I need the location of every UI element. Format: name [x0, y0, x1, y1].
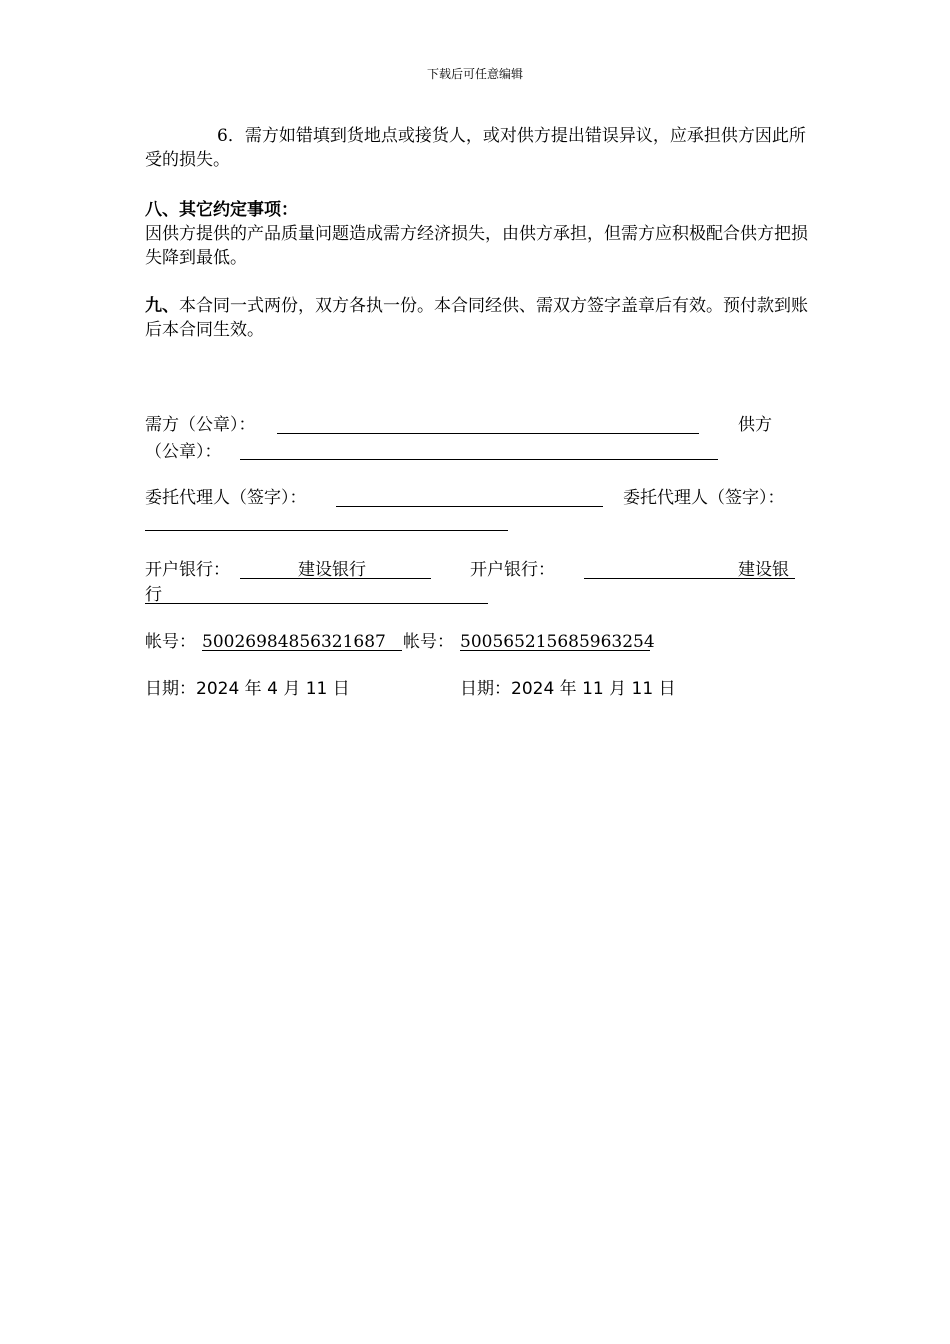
section-9-number: 九、 — [145, 296, 179, 316]
supplier-date-month-unit: 月 — [609, 679, 627, 699]
buyer-bank-label: 开户银行： — [145, 560, 230, 580]
section-8-body: 因供方提供的产品质量问题造成需方经济损失，由供方承担，但需方应积极配合供方把损失降到最低。 — [145, 224, 808, 268]
supplier-account-value: 500565215685963254 — [460, 632, 655, 652]
supplier-date — [460, 677, 676, 701]
buyer-account-label: 帐号： — [145, 632, 196, 652]
buyer-agent-line — [336, 506, 603, 507]
supplier-bank-value-1: 建设银 — [738, 560, 789, 580]
supplier-seal-label-1: 供方 — [738, 415, 772, 435]
supplier-date-year-unit: 年 — [559, 679, 577, 699]
supplier-agent-line — [145, 530, 508, 531]
buyer-seal-line — [277, 433, 699, 434]
supplier-seal-label-2: （公章）： — [145, 442, 222, 462]
clause-6-text: 6．需方如错填到货地点或接货人，或对供方提出错误异议，应承担供方因此所受的损失。 — [145, 126, 806, 170]
supplier-date-day-unit: 日 — [658, 679, 676, 699]
buyer-seal-label: 需方（公章）： — [145, 415, 256, 435]
buyer-account-line — [202, 650, 402, 651]
buyer-date-day-unit: 日 — [332, 679, 350, 699]
page-header-note: 下载后可任意编辑 — [426, 67, 523, 81]
buyer-date-day: 11 — [305, 679, 328, 699]
section-9-body: 本合同一式两份，双方各执一份。本合同经供、需双方签字盖章后有效。预付款到账后本合同生效。 — [145, 296, 808, 340]
supplier-date-year: 2024 — [511, 679, 555, 699]
section-8-heading: 八、其它约定事项： — [145, 200, 298, 220]
buyer-account-value: 50026984856321687 — [202, 632, 386, 652]
buyer-date-year: 2024 — [196, 679, 240, 699]
buyer-date-label: 日期： — [145, 679, 196, 699]
supplier-date-month: 11 — [582, 679, 604, 699]
supplier-account-line — [460, 650, 650, 651]
supplier-date-label: 日期： — [460, 679, 511, 699]
section-9-paragraph — [145, 294, 810, 342]
supplier-date-day: 11 — [631, 679, 654, 699]
buyer-date-month-unit: 月 — [283, 679, 301, 699]
buyer-date — [145, 677, 350, 701]
supplier-bank-value-2: 行 — [145, 585, 162, 605]
buyer-bank-value: 建设银行 — [298, 560, 366, 580]
supplier-bank-line-2 — [145, 603, 488, 604]
supplier-seal-line — [240, 459, 718, 460]
buyer-date-year-unit: 年 — [244, 679, 262, 699]
buyer-date-month: 4 — [267, 679, 278, 699]
buyer-agent-label: 委托代理人（签字）： — [145, 488, 307, 508]
supplier-agent-label: 委托代理人（签字）： — [623, 488, 785, 508]
supplier-bank-label: 开户银行： — [470, 560, 555, 580]
supplier-account-label: 帐号： — [403, 632, 454, 652]
